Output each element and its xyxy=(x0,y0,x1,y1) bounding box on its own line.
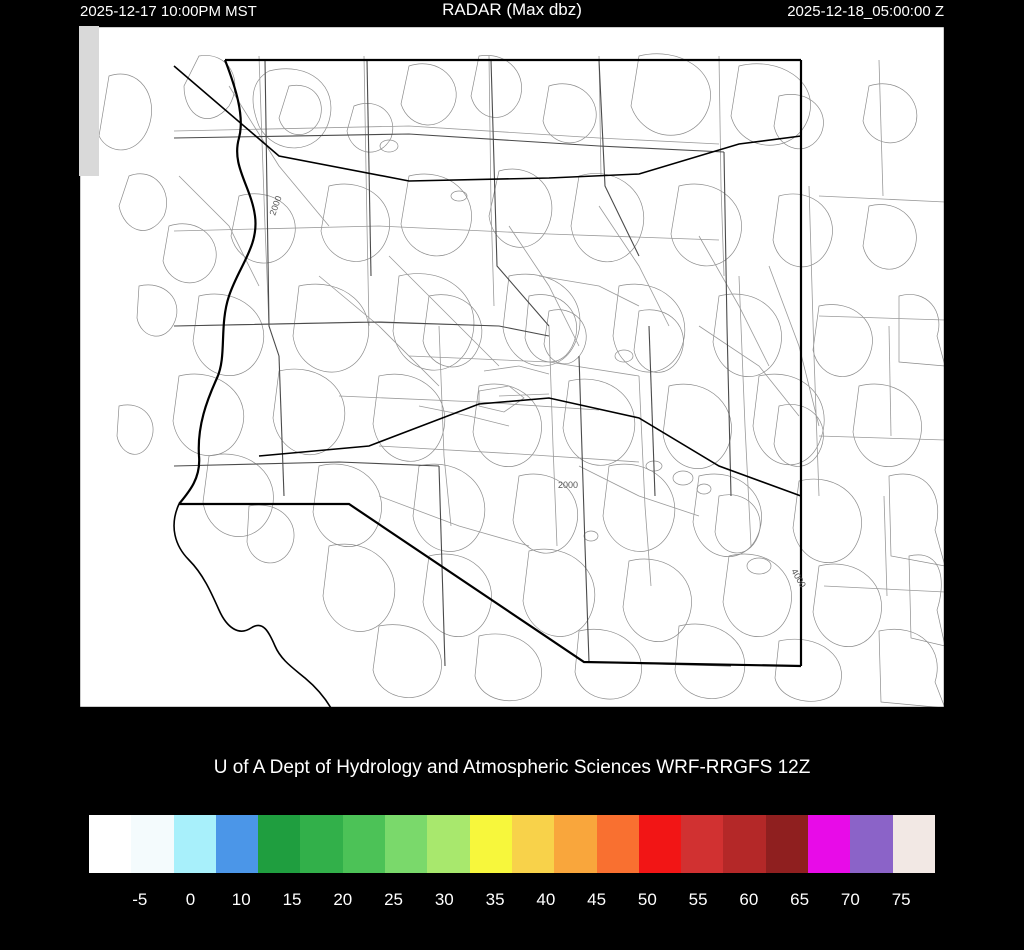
colorbar-tick-label: 25 xyxy=(384,890,404,909)
colorbar-swatch xyxy=(554,815,596,873)
model-caption: U of A Dept of Hydrology and Atmospheric Sciences WRF-RRGFS 12Z xyxy=(213,757,811,778)
colorbar-tick-label: -5 xyxy=(132,890,148,909)
colorbar-tick-labels xyxy=(89,890,935,918)
map-graphic xyxy=(79,26,945,708)
colorbar-swatch xyxy=(131,815,173,873)
colorbar-swatch xyxy=(850,815,892,873)
page-title: RADAR (Max dbz) xyxy=(442,0,582,19)
colorbar-swatch xyxy=(512,815,554,873)
colorbar-tick-label: 40 xyxy=(536,890,556,909)
colorbar-tick-label: 75 xyxy=(891,890,911,909)
colorbar-swatch xyxy=(89,815,131,873)
colorbar-tick-label: 30 xyxy=(434,890,454,909)
colorbar-tick-label: 15 xyxy=(282,890,302,909)
colorbar-swatch xyxy=(723,815,765,873)
colorbar-tick-label: 60 xyxy=(739,890,759,909)
colorbar-tick-label: 0 xyxy=(185,890,196,909)
colorbar-tick-label: 10 xyxy=(231,890,251,909)
svg-text:2000: 2000 xyxy=(267,194,284,217)
colorbar-tick-label: 70 xyxy=(840,890,860,909)
colorbar-tick-label: 20 xyxy=(333,890,353,909)
colorbar-tick-label: 65 xyxy=(790,890,810,909)
colorbar-tick-label: 45 xyxy=(587,890,607,909)
colorbar-swatch xyxy=(300,815,342,873)
colorbar-swatch xyxy=(766,815,808,873)
colorbar-swatch xyxy=(258,815,300,873)
colorbar-swatch xyxy=(385,815,427,873)
colorbar-swatch xyxy=(639,815,681,873)
utc-time-label: 2025-12-18_05:00:00 Z xyxy=(787,3,944,20)
colorbar-swatch xyxy=(597,815,639,873)
colorbar-tick-label: 55 xyxy=(688,890,708,909)
colorbar-swatch xyxy=(343,815,385,873)
reflectivity-colorbar xyxy=(89,815,935,873)
colorbar-swatch xyxy=(893,815,935,873)
colorbar-swatch xyxy=(216,815,258,873)
colorbar-swatch xyxy=(470,815,512,873)
colorbar-tick-label: 50 xyxy=(637,890,657,909)
map-panel[interactable] xyxy=(79,26,945,708)
colorbar-tick-label: 35 xyxy=(485,890,505,909)
colorbar-swatch xyxy=(427,815,469,873)
colorbar-swatch xyxy=(174,815,216,873)
svg-text:2000: 2000 xyxy=(558,480,579,490)
colorbar-swatch xyxy=(808,815,850,873)
svg-text:4000: 4000 xyxy=(789,567,808,590)
local-time-label: 2025-12-17 10:00PM MST xyxy=(80,3,257,20)
header xyxy=(0,0,1024,26)
colorbar-swatch xyxy=(681,815,723,873)
map-edge-shading xyxy=(79,26,99,176)
